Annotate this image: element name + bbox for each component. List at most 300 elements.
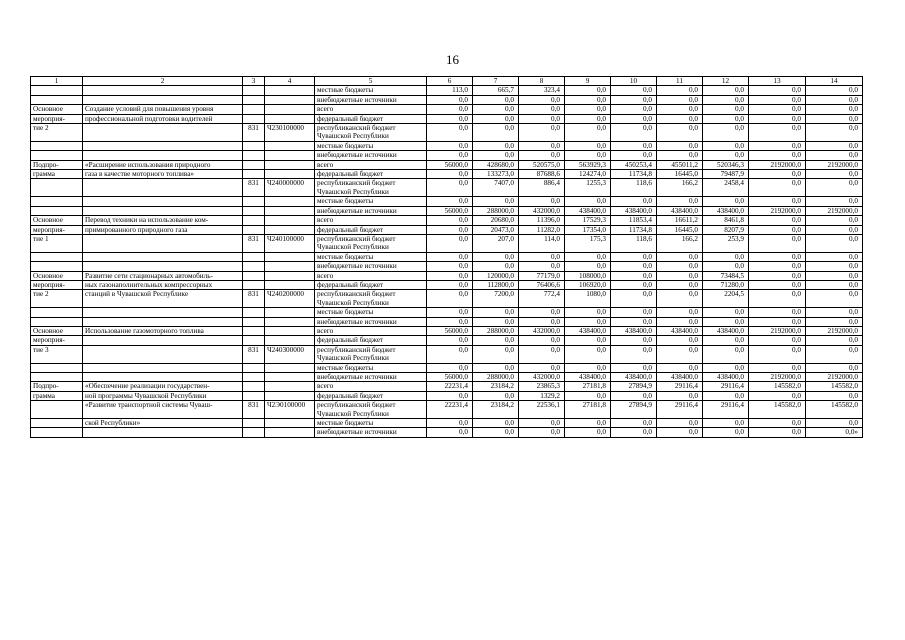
value-cell-col-9: 0,0 [565, 317, 611, 326]
value-cell-col-10: 0,0 [611, 428, 657, 437]
value-cell-col-8: 0,0 [519, 141, 565, 150]
funding-source-cell: республиканский бюджет Чувашской Республики [315, 290, 427, 308]
value-cell-col-8: 0,0 [519, 252, 565, 261]
value-cell-col-7: 133273,0 [473, 170, 519, 179]
value-cell-col-7: 428680,0 [473, 160, 519, 169]
value-cell-col-13: 0,0 [749, 234, 806, 252]
value-cell-col-14: 0,0 [806, 151, 863, 160]
value-cell-col-14: 0,0 [806, 234, 863, 252]
value-cell-col-11: 0,0 [657, 86, 703, 95]
value-cell-col-9: 0,0 [565, 391, 611, 400]
value-cell-col-10: 438400,0 [611, 206, 657, 215]
table-row [31, 401, 863, 419]
target-code-cell [265, 363, 315, 372]
table-row [31, 114, 863, 123]
value-cell-col-10: 0,0 [611, 151, 657, 160]
value-cell-col-11: 16445,0 [657, 170, 703, 179]
value-cell-col-14: 0,0 [806, 317, 863, 326]
title-cell: Создание условий для повышения уровня [83, 105, 243, 114]
grbs-code-cell [243, 373, 265, 382]
table-row [31, 206, 863, 215]
value-cell-col-12: 0,0 [703, 124, 749, 142]
value-cell-col-7: 288000,0 [473, 373, 519, 382]
grbs-code-cell [243, 336, 265, 345]
program-cell: мероприя- [31, 280, 83, 289]
value-cell-col-14: 0,0 [806, 95, 863, 104]
value-cell-col-8: 772,4 [519, 290, 565, 308]
value-cell-col-13: 0,0 [749, 290, 806, 308]
program-cell: Основное [31, 216, 83, 225]
value-cell-col-6: 0,0 [427, 197, 473, 206]
value-cell-col-8: 432000,0 [519, 326, 565, 335]
target-code-cell: Ч240100000 [265, 234, 315, 252]
value-cell-col-8: 23865,3 [519, 382, 565, 391]
value-cell-col-13: 2192000,0 [749, 206, 806, 215]
value-cell-col-6: 0,0 [427, 170, 473, 179]
value-cell-col-13: 0,0 [749, 428, 806, 437]
value-cell-col-11: 0,0 [657, 363, 703, 372]
grbs-code-cell [243, 419, 265, 428]
value-cell-col-6: 0,0 [427, 225, 473, 234]
grbs-code-cell [243, 428, 265, 437]
grbs-code-cell: 831 [243, 345, 265, 363]
target-code-cell: Ч240300000 [265, 345, 315, 363]
funding-source-cell: федеральный бюджет [315, 280, 427, 289]
value-cell-col-14: 145582,0 [806, 401, 863, 419]
value-cell-col-6: 0,0 [427, 336, 473, 345]
value-cell-col-11: 0,0 [657, 141, 703, 150]
value-cell-col-7: 207,0 [473, 234, 519, 252]
value-cell-col-13: 0,0 [749, 151, 806, 160]
program-cell [31, 373, 83, 382]
value-cell-col-10: 0,0 [611, 308, 657, 317]
value-cell-col-7: 0,0 [473, 197, 519, 206]
value-cell-col-9: 0,0 [565, 151, 611, 160]
value-cell-col-6: 0,0 [427, 271, 473, 280]
funding-source-cell: местные бюджеты [315, 141, 427, 150]
value-cell-col-9: 0,0 [565, 124, 611, 142]
value-cell-col-12: 0,0 [703, 151, 749, 160]
program-cell: тие 2 [31, 124, 83, 142]
value-cell-col-12: 8461,8 [703, 216, 749, 225]
target-code-cell [265, 336, 315, 345]
value-cell-col-7: 0,0 [473, 428, 519, 437]
value-cell-col-11: 16445,0 [657, 225, 703, 234]
value-cell-col-6: 0,0 [427, 124, 473, 142]
value-cell-col-14: 0,0 [806, 308, 863, 317]
grbs-code-cell [243, 206, 265, 215]
value-cell-col-11: 438400,0 [657, 206, 703, 215]
value-cell-col-7: 288000,0 [473, 206, 519, 215]
funding-source-cell: республиканский бюджет Чувашской Республики [315, 124, 427, 142]
value-cell-col-12: 2204,5 [703, 290, 749, 308]
table-row [31, 141, 863, 150]
value-cell-col-11: 0,0 [657, 308, 703, 317]
program-cell [31, 197, 83, 206]
value-cell-col-6: 22231,4 [427, 382, 473, 391]
title-cell: станций в Чувашской Республике [83, 290, 243, 308]
value-cell-col-13: 0,0 [749, 317, 806, 326]
target-code-cell: Ч240000000 [265, 179, 315, 197]
funding-source-cell: внебюджетные источники [315, 373, 427, 382]
value-cell-col-8: 0,0 [519, 105, 565, 114]
funding-source-cell: федеральный бюджет [315, 114, 427, 123]
column-number-14: 14 [806, 77, 863, 86]
value-cell-col-8: 11396,0 [519, 216, 565, 225]
value-cell-col-9: 0,0 [565, 114, 611, 123]
title-cell: Использование газомоторного топлива [83, 326, 243, 335]
value-cell-col-7: 7200,0 [473, 290, 519, 308]
value-cell-col-8: 0,0 [519, 363, 565, 372]
value-cell-col-14: 0,0 [806, 216, 863, 225]
title-cell [83, 86, 243, 95]
program-cell [31, 206, 83, 215]
title-cell: ных газонаполнительных компрессорных [83, 280, 243, 289]
target-code-cell [265, 252, 315, 261]
value-cell-col-9: 0,0 [565, 262, 611, 271]
value-cell-col-11: 0,0 [657, 105, 703, 114]
value-cell-col-9: 27181,8 [565, 382, 611, 391]
program-cell [31, 141, 83, 150]
value-cell-col-11: 0,0 [657, 428, 703, 437]
value-cell-col-7: 23184,2 [473, 401, 519, 419]
value-cell-col-9: 17354,0 [565, 225, 611, 234]
value-cell-col-6: 0,0 [427, 290, 473, 308]
grbs-code-cell [243, 280, 265, 289]
value-cell-col-10: 450253,4 [611, 160, 657, 169]
value-cell-col-11: 455011,2 [657, 160, 703, 169]
value-cell-col-7: 0,0 [473, 345, 519, 363]
funding-source-cell: всего [315, 382, 427, 391]
title-cell: ской Республики» [83, 419, 243, 428]
title-cell [83, 336, 243, 345]
value-cell-col-14: 145582,0 [806, 382, 863, 391]
value-cell-col-10: 11734,8 [611, 225, 657, 234]
value-cell-col-9: 106920,0 [565, 280, 611, 289]
value-cell-col-7: 20473,0 [473, 225, 519, 234]
funding-source-cell: внебюджетные источники [315, 206, 427, 215]
value-cell-col-11: 29116,4 [657, 382, 703, 391]
target-code-cell [265, 95, 315, 104]
title-cell [83, 373, 243, 382]
value-cell-col-8: 87688,6 [519, 170, 565, 179]
grbs-code-cell: 831 [243, 179, 265, 197]
value-cell-col-14: 0,0 [806, 170, 863, 179]
value-cell-col-12: 0,0 [703, 308, 749, 317]
program-cell [31, 308, 83, 317]
target-code-cell [265, 225, 315, 234]
title-cell [83, 179, 243, 197]
value-cell-col-6: 0,0 [427, 391, 473, 400]
value-cell-col-11: 438400,0 [657, 326, 703, 335]
value-cell-col-13: 0,0 [749, 170, 806, 179]
value-cell-col-10: 0,0 [611, 336, 657, 345]
value-cell-col-11: 0,0 [657, 262, 703, 271]
value-cell-col-10: 27894,9 [611, 382, 657, 391]
table-row [31, 105, 863, 114]
value-cell-col-12: 438400,0 [703, 373, 749, 382]
value-cell-col-14: 0,0 [806, 141, 863, 150]
value-cell-col-10: 0,0 [611, 290, 657, 308]
value-cell-col-13: 0,0 [749, 197, 806, 206]
value-cell-col-9: 438400,0 [565, 206, 611, 215]
target-code-cell [265, 373, 315, 382]
value-cell-col-8: 0,0 [519, 336, 565, 345]
value-cell-col-7: 0,0 [473, 124, 519, 142]
program-cell [31, 428, 83, 437]
value-cell-col-14: 0,0 [806, 179, 863, 197]
value-cell-col-6: 0,0 [427, 363, 473, 372]
grbs-code-cell [243, 252, 265, 261]
value-cell-col-9: 124274,0 [565, 170, 611, 179]
value-cell-col-13: 2192000,0 [749, 373, 806, 382]
value-cell-col-8: 76406,6 [519, 280, 565, 289]
table-row [31, 234, 863, 252]
value-cell-col-8: 0,0 [519, 428, 565, 437]
value-cell-col-13: 0,0 [749, 216, 806, 225]
funding-source-cell: всего [315, 326, 427, 335]
value-cell-col-6: 0,0 [427, 345, 473, 363]
value-cell-col-9: 0,0 [565, 105, 611, 114]
value-cell-col-7: 0,0 [473, 308, 519, 317]
column-number-1: 1 [31, 77, 83, 86]
value-cell-col-9: 0,0 [565, 308, 611, 317]
value-cell-col-10: 11734,8 [611, 170, 657, 179]
value-cell-col-13: 0,0 [749, 105, 806, 114]
table-row [31, 345, 863, 363]
value-cell-col-8: 0,0 [519, 262, 565, 271]
value-cell-col-14: 0,0 [806, 363, 863, 372]
target-code-cell: Ч2Э0100000 [265, 401, 315, 419]
table-row [31, 151, 863, 160]
value-cell-col-13: 145582,0 [749, 401, 806, 419]
value-cell-col-6: 56000,0 [427, 326, 473, 335]
value-cell-col-10: 0,0 [611, 419, 657, 428]
table-row [31, 271, 863, 280]
table-row [31, 428, 863, 437]
value-cell-col-6: 0,0 [427, 216, 473, 225]
target-code-cell [265, 308, 315, 317]
value-cell-col-13: 0,0 [749, 262, 806, 271]
value-cell-col-10: 0,0 [611, 262, 657, 271]
value-cell-col-14: 0,0 [806, 197, 863, 206]
value-cell-col-6: 0,0 [427, 234, 473, 252]
grbs-code-cell [243, 141, 265, 150]
value-cell-col-8: 0,0 [519, 114, 565, 123]
program-cell: грамма [31, 170, 83, 179]
value-cell-col-7: 20680,0 [473, 216, 519, 225]
target-code-cell [265, 216, 315, 225]
value-cell-col-7: 0,0 [473, 363, 519, 372]
value-cell-col-8: 22536,1 [519, 401, 565, 419]
funding-source-cell: республиканский бюджет Чувашской Республики [315, 401, 427, 419]
value-cell-col-14: 2192000,0 [806, 326, 863, 335]
value-cell-col-9: 438400,0 [565, 326, 611, 335]
grbs-code-cell [243, 262, 265, 271]
table-row [31, 86, 863, 95]
value-cell-col-9: 0,0 [565, 336, 611, 345]
grbs-code-cell: 831 [243, 401, 265, 419]
program-cell: тие 3 [31, 345, 83, 363]
program-cell [31, 419, 83, 428]
value-cell-col-14: 0,0 [806, 252, 863, 261]
value-cell-col-14: 0,0 [806, 124, 863, 142]
title-cell [83, 197, 243, 206]
value-cell-col-8: 520575,0 [519, 160, 565, 169]
value-cell-col-6: 0,0 [427, 419, 473, 428]
title-cell: ной программы Чувашской Республики [83, 391, 243, 400]
value-cell-col-8: 77179,0 [519, 271, 565, 280]
title-cell: «Развитие транспортной системы Чуваш- [83, 401, 243, 419]
program-cell: мероприя- [31, 114, 83, 123]
value-cell-col-13: 0,0 [749, 225, 806, 234]
value-cell-col-11: 0,0 [657, 336, 703, 345]
value-cell-col-9: 108000,0 [565, 271, 611, 280]
value-cell-col-10: 0,0 [611, 124, 657, 142]
value-cell-col-6: 0,0 [427, 151, 473, 160]
value-cell-col-8: 0,0 [519, 317, 565, 326]
value-cell-col-12: 0,0 [703, 336, 749, 345]
target-code-cell [265, 105, 315, 114]
target-code-cell: Ч240200000 [265, 290, 315, 308]
title-cell: «Обеспечение реализации государствен- [83, 382, 243, 391]
program-cell: Основное [31, 271, 83, 280]
funding-table [30, 76, 863, 438]
column-number-7: 7 [473, 77, 519, 86]
column-number-6: 6 [427, 77, 473, 86]
value-cell-col-14: 0,0 [806, 345, 863, 363]
value-cell-col-10: 0,0 [611, 317, 657, 326]
value-cell-col-10: 11853,4 [611, 216, 657, 225]
title-cell: Перевод техники на использование ком- [83, 216, 243, 225]
table-body [31, 86, 863, 437]
value-cell-col-6: 0,0 [427, 280, 473, 289]
funding-source-cell: всего [315, 216, 427, 225]
value-cell-col-12: 253,9 [703, 234, 749, 252]
value-cell-col-12: 0,0 [703, 105, 749, 114]
value-cell-col-8: 432000,0 [519, 206, 565, 215]
value-cell-col-7: 112800,0 [473, 280, 519, 289]
value-cell-col-14: 0,0 [806, 262, 863, 271]
value-cell-col-12: 0,0 [703, 363, 749, 372]
grbs-code-cell [243, 308, 265, 317]
value-cell-col-11: 0,0 [657, 95, 703, 104]
column-number-9: 9 [565, 77, 611, 86]
grbs-code-cell [243, 382, 265, 391]
value-cell-col-11: 0,0 [657, 280, 703, 289]
value-cell-col-10: 0,0 [611, 280, 657, 289]
value-cell-col-6: 56000,0 [427, 373, 473, 382]
program-cell: Подпро- [31, 160, 83, 169]
table-row [31, 170, 863, 179]
value-cell-col-10: 0,0 [611, 197, 657, 206]
value-cell-col-12: 520346,3 [703, 160, 749, 169]
value-cell-col-13: 0,0 [749, 363, 806, 372]
table-row [31, 197, 863, 206]
value-cell-col-13: 0,0 [749, 345, 806, 363]
value-cell-col-13: 0,0 [749, 179, 806, 197]
funding-source-cell: федеральный бюджет [315, 170, 427, 179]
value-cell-col-7: 23184,2 [473, 382, 519, 391]
table-row [31, 124, 863, 142]
title-cell [83, 345, 243, 363]
value-cell-col-6: 0,0 [427, 262, 473, 271]
value-cell-col-10: 0,0 [611, 86, 657, 95]
value-cell-col-12: 29116,4 [703, 382, 749, 391]
table-row [31, 363, 863, 372]
value-cell-col-12: 0,0 [703, 95, 749, 104]
funding-source-cell: местные бюджеты [315, 419, 427, 428]
value-cell-col-13: 2192000,0 [749, 160, 806, 169]
value-cell-col-12: 0,0 [703, 345, 749, 363]
value-cell-col-12: 438400,0 [703, 206, 749, 215]
value-cell-col-8: 323,4 [519, 86, 565, 95]
column-number-row [31, 77, 863, 86]
value-cell-col-8: 0,0 [519, 345, 565, 363]
value-cell-col-13: 0,0 [749, 280, 806, 289]
value-cell-col-7: 0,0 [473, 141, 519, 150]
value-cell-col-7: 7407,0 [473, 179, 519, 197]
value-cell-col-10: 0,0 [611, 391, 657, 400]
program-cell [31, 252, 83, 261]
value-cell-col-11: 0,0 [657, 197, 703, 206]
value-cell-col-6: 0,0 [427, 252, 473, 261]
value-cell-col-9: 1255,3 [565, 179, 611, 197]
value-cell-col-10: 0,0 [611, 271, 657, 280]
program-cell: грамма [31, 391, 83, 400]
value-cell-col-6: 0,0 [427, 428, 473, 437]
funding-source-cell: местные бюджеты [315, 197, 427, 206]
value-cell-col-12: 79487,9 [703, 170, 749, 179]
value-cell-col-9: 175,3 [565, 234, 611, 252]
title-cell [83, 151, 243, 160]
target-code-cell [265, 280, 315, 289]
value-cell-col-13: 0,0 [749, 419, 806, 428]
value-cell-col-8: 0,0 [519, 124, 565, 142]
target-code-cell [265, 317, 315, 326]
table-row [31, 290, 863, 308]
grbs-code-cell [243, 197, 265, 206]
title-cell [83, 95, 243, 104]
value-cell-col-7: 0,0 [473, 252, 519, 261]
table-row [31, 216, 863, 225]
grbs-code-cell [243, 160, 265, 169]
funding-source-cell: внебюджетные источники [315, 428, 427, 437]
target-code-cell [265, 419, 315, 428]
grbs-code-cell [243, 151, 265, 160]
grbs-code-cell [243, 86, 265, 95]
table-row [31, 317, 863, 326]
value-cell-col-9: 438400,0 [565, 373, 611, 382]
value-cell-col-6: 0,0 [427, 95, 473, 104]
value-cell-col-8: 11282,0 [519, 225, 565, 234]
grbs-code-cell [243, 317, 265, 326]
value-cell-col-10: 118,6 [611, 234, 657, 252]
table-row [31, 391, 863, 400]
value-cell-col-12: 438400,0 [703, 326, 749, 335]
value-cell-col-14: 0,0 [806, 290, 863, 308]
title-cell [83, 234, 243, 252]
value-cell-col-13: 0,0 [749, 95, 806, 104]
value-cell-col-8: 114,0 [519, 234, 565, 252]
value-cell-col-14: 0,0 [806, 280, 863, 289]
table-row [31, 419, 863, 428]
value-cell-col-9: 1080,0 [565, 290, 611, 308]
value-cell-col-13: 0,0 [749, 271, 806, 280]
value-cell-col-7: 0,0 [473, 95, 519, 104]
funding-source-cell: федеральный бюджет [315, 336, 427, 345]
value-cell-col-12: 2458,4 [703, 179, 749, 197]
